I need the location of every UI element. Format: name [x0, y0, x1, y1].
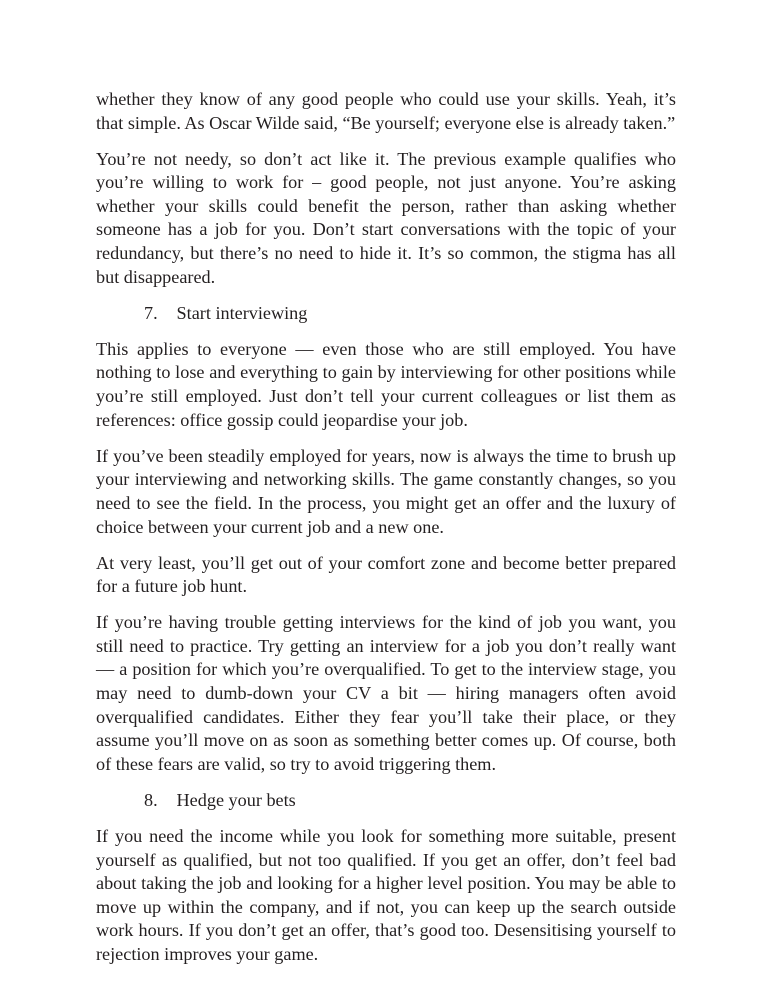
document-page	[96, 88, 676, 979]
paragraph: If you’ve been steadily employed for years, now is always the time to brush up your interviewing and networking skills. The game constantly changes, so you need to see the field. In the process, you might get an offer and the luxury of choice between your current job and a new one.	[96, 445, 676, 537]
section-number: 7.	[144, 302, 158, 323]
section-heading-start-interviewing	[96, 302, 676, 326]
paragraph: If you need the income while you look for something more suitable, present yourself as qualified, but not too qualified. If you get an offer, don’t feel bad about taking the job and looking for a higher level position. You may be able to move up within the company, and if not, you can keep up the search outside work hours. If you don’t get an offer, that’s good too. Desensitising yourself to rejection improves your game.	[96, 826, 676, 964]
section-title: Start interviewing	[176, 302, 308, 323]
paragraph: whether they know of any good people who could use your skills. Yeah, it’s that simple. As Oscar Wilde said, “Be yourself; everyone else is already taken.”	[96, 89, 676, 133]
paragraph: This applies to everyone — even those who are still employed. You have nothing to lose and everything to gain by interviewing for other positions while you’re still employed. Just don’t tell your current colleagues or list them as references: office gossip could jeopardise your job.	[96, 338, 676, 430]
paragraph: If you’re having trouble getting interviews for the kind of job you want, you still need to practice. Try getting an interview for a job you don’t really want — a position for which you’re overqualified. To get to the interview stage, you may need to dumb-down your CV a bit — hiring managers often avoid overqualified candidates. Either they fear you’ll take their place, or they assume you’ll move on as soon as something better comes up. Of course, both of these fears are valid, so try to avoid triggering them.	[96, 612, 676, 774]
paragraph: At very least, you’ll get out of your comfort zone and become better prepared for a future job hunt.	[96, 552, 676, 597]
section-number: 8.	[144, 789, 158, 810]
section-heading-hedge-your-bets	[96, 789, 676, 813]
section-title: Hedge your bets	[176, 789, 296, 810]
paragraph: You’re not needy, so don’t act like it. The previous example qualifies who you’re willing to work for – good people, not just anyone. You’re asking whether your skills could benefit the person, rather than asking whether someone has a job for you. Don’t start conversations with the topic of your redundancy, but there’s no need to hide it. It’s so common, the stigma has all but disappeared.	[96, 148, 676, 287]
